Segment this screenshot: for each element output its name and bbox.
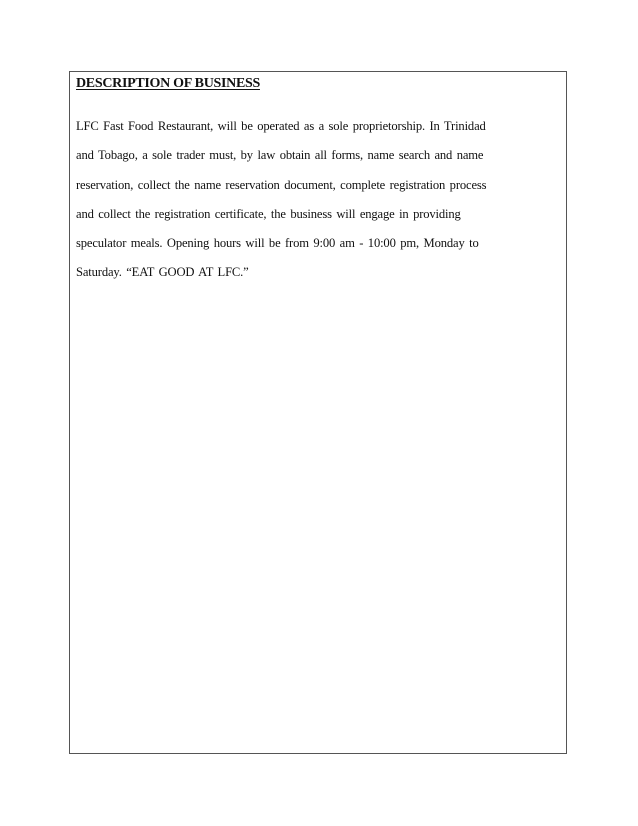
paragraph-line: Saturday. “EAT GOOD AT LFC.” xyxy=(76,265,249,280)
paragraph-line: LFC Fast Food Restaurant, will be operated as a sole proprietorship. In Trinidad xyxy=(76,119,486,133)
description-paragraph xyxy=(76,112,558,288)
paragraph-line: and collect the registration certificate, the business will engage in providing xyxy=(76,206,461,221)
description-box xyxy=(69,71,567,754)
paragraph-line: and Tobago, a sole trader must, by law obtain all forms, name search and name xyxy=(76,148,484,163)
section-heading: DESCRIPTION OF BUSINESS xyxy=(76,76,260,91)
paragraph-line: reservation, collect the name reservation document, complete registration process xyxy=(76,177,487,192)
description-content xyxy=(76,76,558,288)
paragraph-line: speculator meals. Opening hours will be from 9:00 am - 10:00 pm, Monday to xyxy=(76,236,479,251)
